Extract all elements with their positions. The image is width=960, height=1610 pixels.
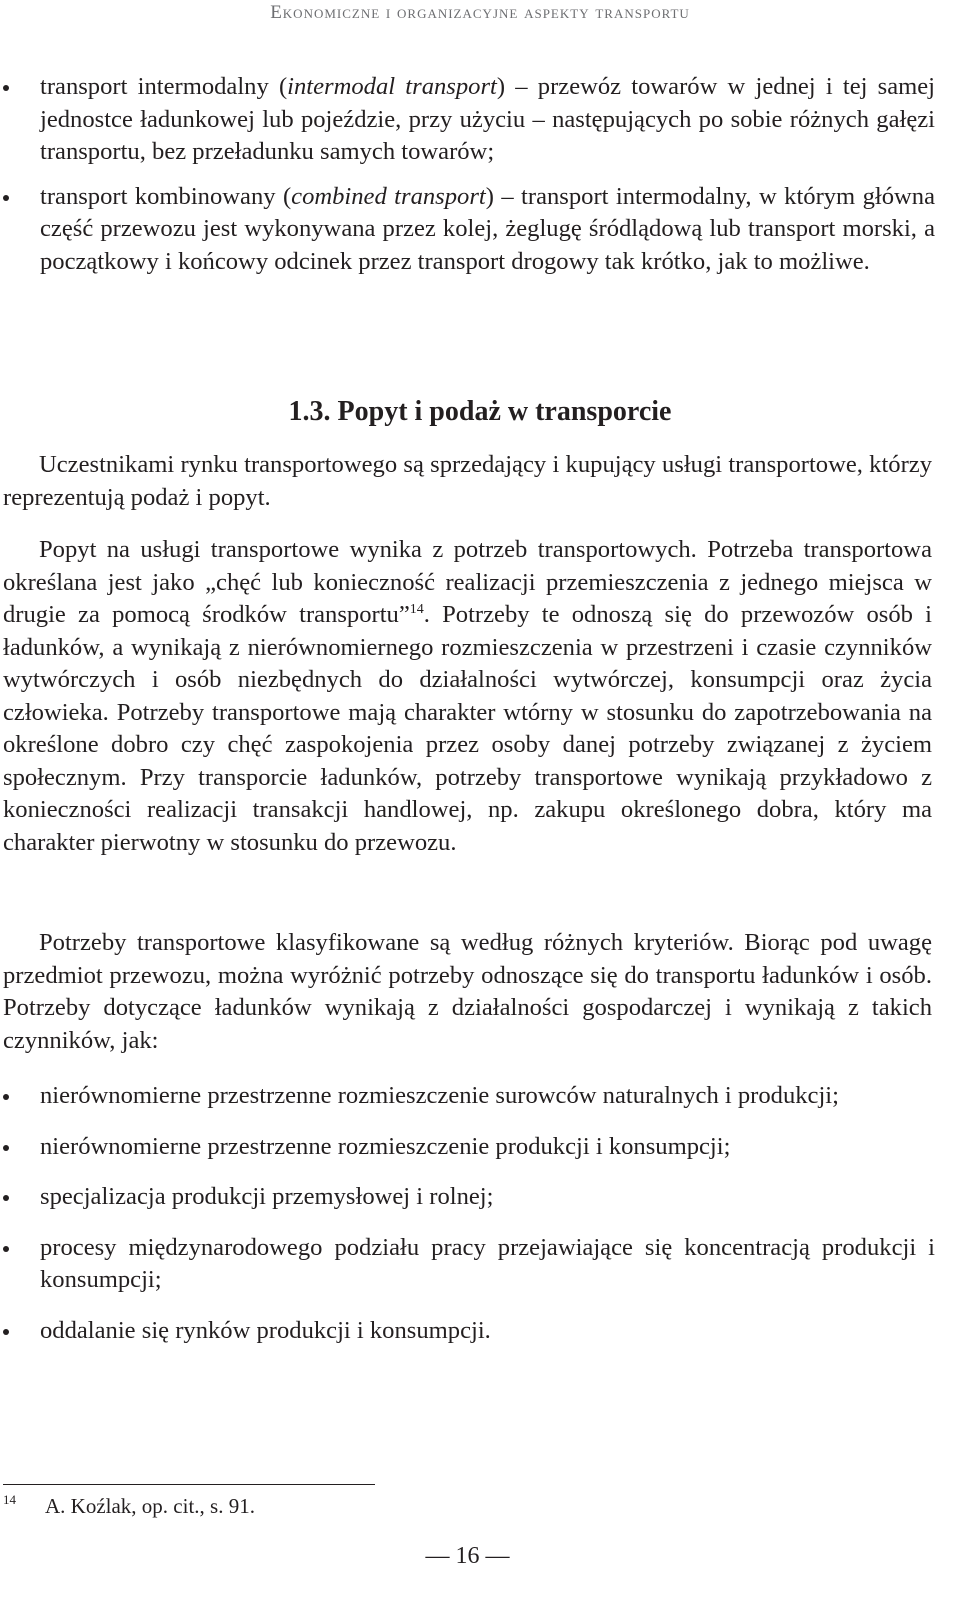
section-heading: 1.3. Popyt i podaż w transporcie — [288, 396, 672, 427]
bullet-icon — [3, 195, 9, 201]
paragraph-demand — [3, 534, 932, 859]
bullet-icon — [3, 1246, 9, 1252]
paragraph-classification: Potrzeby transportowe klasyfikowane są według różnych kryteriów. Biorąc pod uwagę przedmiot przewozu, można wyróżnić potrzeby odnoszące się do transportu ładunków i osób. Potrzeby dotyczące ładunków wynikają z działalności gospodarczej i wynikają z takich czynników, jak: — [3, 929, 932, 1054]
bullet-term-english: combined transport — [291, 182, 486, 210]
list-item — [0, 1131, 935, 1164]
list-item-text: nierównomierne przestrzenne rozmieszczenie produkcji i konsumpcji; — [40, 1132, 731, 1160]
list-item — [0, 1181, 935, 1214]
page-number: — 16 — — [425, 1543, 510, 1569]
bullet-icon — [3, 1145, 9, 1151]
bullet-icon — [3, 1329, 9, 1335]
list-item-text: nierównomierne przestrzenne rozmieszczenie surowców naturalnych i produkcji; — [40, 1082, 839, 1109]
paragraph-participants: Uczestnikami rynku transportowego są sprzedający i kupujący usługi transportowe, którzy reprezentują podaż i popyt. — [3, 451, 932, 511]
bullet-term: transport intermodalny ( — [40, 73, 288, 100]
bullet-icon — [3, 1094, 9, 1100]
footnote-number: 14 — [3, 1492, 16, 1507]
paragraph-demand-text: Popyt na usługi transportowe wynika z potrzeb transportowych. Potrzeba transportowa określana jest jako „chęć lub konieczność realizacji przemieszczenia z jednego miejsca w drugie za pomocą środków transportu” — [3, 536, 932, 628]
list-item — [0, 1232, 935, 1297]
bullet-term-english: intermodal transport — [287, 73, 497, 100]
bullet-definition: ) – transport intermodalny, w którym główna część przewozu jest wykonywana przez kolej, żeglugę śródlądową lub transport morski, a początkowy i końcowy odcinek przez transport drogowy tak krótko, jak to możliwe. — [40, 182, 935, 275]
list-item — [0, 71, 935, 169]
list-item — [0, 1080, 935, 1113]
bullet-term: transport kombinowany ( — [40, 182, 292, 210]
bullet-definition: ) – przewóz towarów w jednej i tej samej jednostce ładunkowej lub pojeździe, przy użyciu – następujących po sobie różnych gałęzi transportu, bez przeładunku samych towarów; — [40, 73, 936, 165]
list-item — [0, 181, 935, 279]
list-item-text: procesy międzynarodowego podziału pracy przejawiające się koncentracją produkcji i konsumpcji; — [40, 1233, 935, 1293]
footnote-text: A. Koźlak, op. cit., s. 91. — [45, 1494, 255, 1518]
footnote-divider — [3, 1484, 375, 1485]
bullet-icon — [3, 1195, 9, 1201]
factors-bullet-list — [0, 1080, 935, 1347]
list-item-text: specjalizacja produkcji przemysłowej i rolnej; — [40, 1183, 494, 1210]
bullet-icon — [3, 85, 9, 91]
paragraph-demand-text-continued: . Potrzeby te odnoszą się do przewozów osób i ładunków, a wynikają z nierównomiernego rozmieszczenia w przestrzeni i czasie czynników wytwórczych i osób niezbędnych do działalności wytwórczej, konsumpcji oraz życia człowieka. Potrzeby transportowe mają charakter wtórny w stosunku do zapotrzebowania na określone dobro czy chęć zaspokojenia przez osoby danej potrzeby związanej z życiem społecznym. Przy transporcie ładunków, potrzeby transportowe wynikają przykładowo z konieczności realizacji transakcji handlowej, np. zakupu określonego dobra, który ma charakter pierwotny w stosunku do przewozu. — [3, 601, 932, 856]
list-item-text: oddalanie się rynków produkcji i konsumpcji. — [40, 1316, 491, 1344]
footnote-reference[interactable]: 14 — [409, 601, 424, 617]
list-item — [0, 1315, 935, 1348]
running-header: Ekonomiczne i organizacyjne aspekty transportu — [270, 2, 690, 23]
top-bullet-list — [0, 71, 935, 278]
